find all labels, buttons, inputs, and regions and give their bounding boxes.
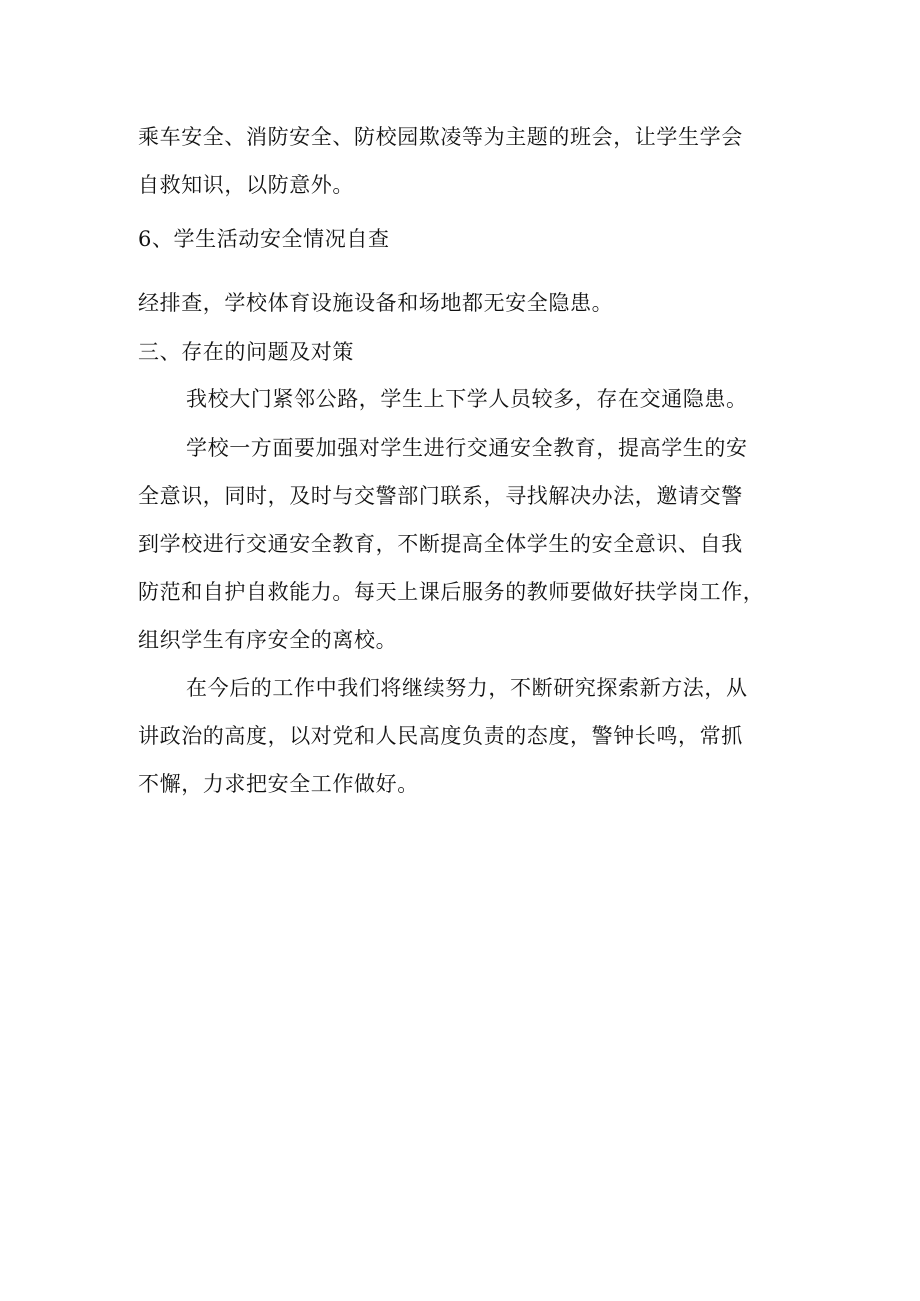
text-line: 防范和自护自救能力。每天上课后服务的教师要做好扶学岗工作， bbox=[138, 580, 765, 604]
text-line: 乘车安全、消防安全、防校园欺凌等为主题的班会，让学生学会 bbox=[138, 125, 743, 149]
text-line: 组织学生有序安全的离校。 bbox=[138, 628, 398, 652]
text-line: 经排查，学校体育设施设备和场地都无安全隐患。 bbox=[138, 291, 614, 315]
section-heading: 6、学生活动安全情况自查 bbox=[138, 227, 390, 251]
text-line: 讲政治的高度，以对党和人民高度负责的态度，警钟长鸣，常抓 bbox=[138, 724, 743, 748]
paragraph-first-line: 我校大门紧邻公路，学生上下学人员较多，存在交通隐患。 bbox=[186, 387, 748, 411]
paragraph-first-line: 学校一方面要加强对学生进行交通安全教育，提高学生的安 bbox=[186, 436, 748, 460]
text-line: 自救知识，以防意外。 bbox=[138, 173, 354, 197]
text-line: 到学校进行交通安全教育，不断提高全体学生的安全意识、自我 bbox=[138, 532, 743, 556]
text-line: 全意识，同时，及时与交警部门联系，寻找解决办法，邀请交警 bbox=[138, 484, 743, 508]
text-line: 不懈，力求把安全工作做好。 bbox=[138, 772, 419, 796]
section-heading: 三、存在的问题及对策 bbox=[138, 340, 354, 364]
paragraph-first-line: 在今后的工作中我们将继续努力，不断研究探索新方法，从 bbox=[186, 676, 748, 700]
